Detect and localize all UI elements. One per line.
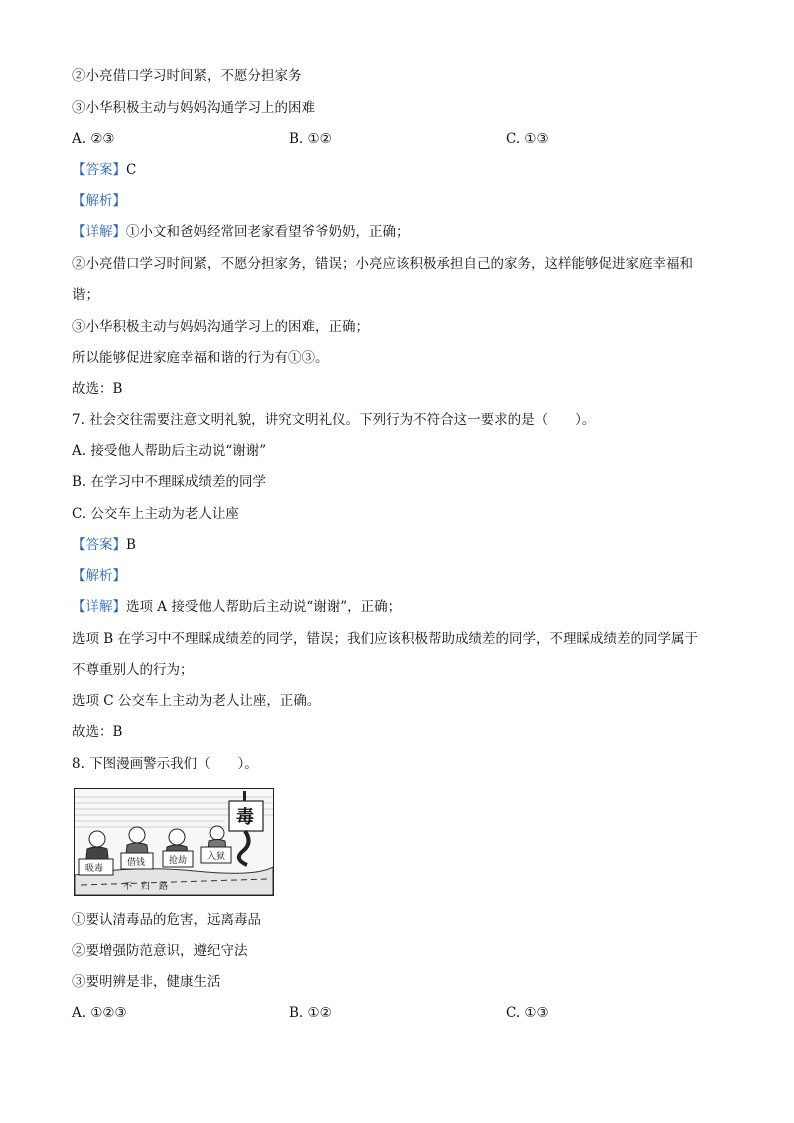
q8-item-3: ③要明辨是非，健康生活: [72, 974, 221, 990]
q8-stem: 8. 下图漫画警示我们（ ）。: [72, 756, 258, 772]
q8-option-a: A. ①②③: [72, 1005, 127, 1021]
q6-detail-1: [72, 223, 410, 241]
q7-choose: 故选：B: [72, 724, 123, 740]
q7-detail-2b: 不尊重别人的行为；: [72, 662, 194, 678]
answer-tag: 【答案】: [72, 162, 126, 178]
comic-road-text: 不 归 路: [123, 882, 169, 892]
q6-detail-4: 所以能够促进家庭幸福和谐的行为有①③。: [72, 350, 329, 366]
q7-detail-3: 选项 C 公交车上主动为老人让座，正确。: [72, 693, 321, 709]
q7-analysis-tag: 【解析】: [72, 568, 126, 584]
q6-analysis-tag: 【解析】: [72, 193, 126, 209]
q8-item-1: ①要认清毒品的危害，远离毒品: [72, 912, 261, 928]
q6-detail-2b: 谐；: [72, 287, 99, 303]
drug-warning-comic: [74, 788, 274, 896]
q6-choose: 故选：B: [72, 381, 123, 397]
comic-sign-3: 抢劫: [169, 856, 188, 866]
comic-sign-1: 吸毒: [85, 864, 104, 874]
q7-detail-2a: 选项 B 在学习中不理睬成绩差的同学，错误；我们应该积极帮助成绩差的同学，不理睬成绩差的同学属于: [72, 631, 699, 647]
detail-text: ①小文和爸妈经常回老家看望爷爷奶奶，正确；: [126, 224, 410, 240]
detail-tag: 【详解】: [72, 599, 126, 615]
q6-option-c: C. ①③: [506, 131, 549, 147]
answer-tag: 【答案】: [72, 537, 126, 553]
q8-item-2: ②要增强防范意识，遵纪守法: [72, 943, 248, 959]
comic-drawing: [75, 789, 273, 895]
q6-detail-3: ③小华积极主动与妈妈沟通学习上的困难，正确；: [72, 319, 369, 335]
q6-answer: [72, 161, 136, 179]
comic-title: 毒: [236, 807, 254, 828]
q6-item-2: ②小亮借口学习时间紧，不愿分担家务: [72, 68, 302, 84]
q7-answer: [72, 536, 136, 554]
comic-sign-4: 入狱: [207, 852, 226, 862]
q6-detail-2a: ②小亮借口学习时间紧，不愿分担家务，错误；小亮应该积极承担自己的家务，这样能够促进家庭幸福和: [72, 256, 693, 272]
comic-sign-2: 借钱: [127, 858, 146, 868]
q6-option-b: B. ①②: [289, 131, 332, 147]
detail-text: 选项 A 接受他人帮助后主动说“谢谢”，正确；: [126, 599, 402, 615]
q6-item-3: ③小华积极主动与妈妈沟通学习上的困难: [72, 100, 315, 116]
q7-option-c: C. 公交车上主动为老人让座: [72, 506, 239, 522]
q7-detail-1: [72, 598, 401, 616]
q7-option-b: B. 在学习中不理睬成绩差的同学: [72, 474, 267, 490]
answer-value: C: [126, 162, 137, 178]
answer-value: B: [126, 537, 136, 553]
q8-option-b: B. ①②: [289, 1005, 332, 1021]
q8-option-c: C. ①③: [506, 1005, 549, 1021]
q7-option-a: A. 接受他人帮助后主动说“谢谢”: [72, 443, 267, 459]
q6-option-a: A. ②③: [72, 131, 115, 147]
q7-stem: 7. 社会交往需要注意文明礼貌，讲究文明礼仪。下列行为不符合这一要求的是（ ）。: [72, 412, 596, 428]
detail-tag: 【详解】: [72, 224, 126, 240]
